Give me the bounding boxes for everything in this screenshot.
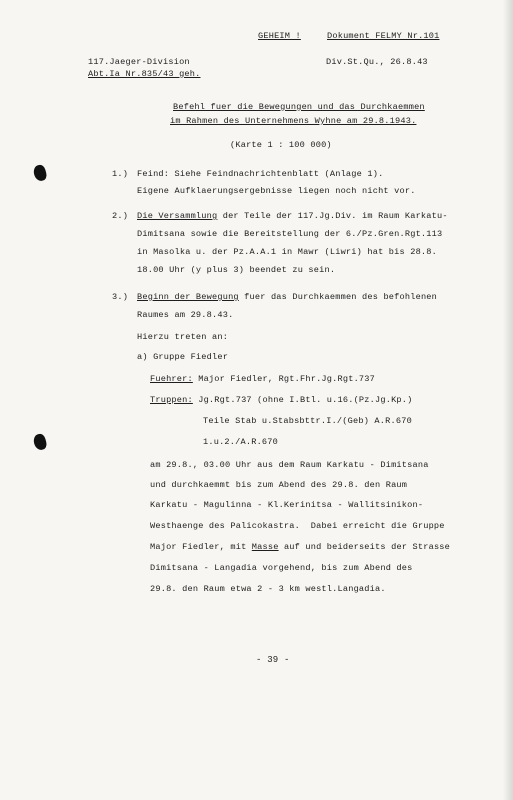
section-1-line-1: Feind: Siehe Feindnachrichtenblatt (Anlage 1). xyxy=(137,169,384,179)
section-3-line-1: Beginn der Bewegung fuer das Durchkaemmen des befohlenen xyxy=(137,292,438,302)
section-2-line-3: in Masolka u. der Pz.A.A.1 in Mawr (Liwri) hat bis 28.8. xyxy=(137,247,437,257)
unit-name: 117.Jaeger-Division xyxy=(88,57,190,67)
section-1-number: 1.) xyxy=(112,169,129,179)
section-3-line-2: Raumes am 29.8.43. xyxy=(137,310,234,320)
troops-row-3: 1.u.2./A.R.670 xyxy=(203,437,278,447)
paragraph-line-7: 29.8. den Raum etwa 2 - 3 km westl.Langadia. xyxy=(150,584,386,594)
punch-hole-bottom xyxy=(32,433,48,452)
paragraph-line-3: Karkatu - Magulinna - Kl.Kerinitsa - Wallitsinikon- xyxy=(150,500,424,510)
section-2-line-4: 18.00 Uhr (y plus 3) beendet zu sein. xyxy=(137,265,336,275)
section-2-line-1: Die Versammlung der Teile der 117.Jg.Div. im Raum Karkatu- xyxy=(137,211,448,221)
place-date: Div.St.Qu., 26.8.43 xyxy=(326,57,428,67)
page-number: - 39 - xyxy=(256,655,290,665)
leader-row: Fuehrer: Major Fiedler, Rgt.Fhr.Jg.Rgt.737 xyxy=(150,374,376,384)
title-line-1: Befehl fuer die Bewegungen und das Durchkaemmen xyxy=(173,102,425,112)
map-reference: (Karte 1 : 100 000) xyxy=(230,140,332,150)
page-edge-shadow xyxy=(503,0,513,800)
section-2-line-2: Dimitsana sowie die Bereitstellung der 6./Pz.Gren.Rgt.113 xyxy=(137,229,443,239)
paragraph-line-1: am 29.8., 03.00 Uhr aus dem Raum Karkatu - Dimitsana xyxy=(150,460,429,470)
punch-hole-top xyxy=(32,164,48,183)
section-3-line-3: Hierzu treten an: xyxy=(137,332,229,342)
file-reference: Abt.Ia Nr.835/43 geh. xyxy=(88,69,201,79)
title-line-2: im Rahmen des Unternehmens Wyhne am 29.8.1943. xyxy=(170,116,417,126)
paragraph-line-5: Major Fiedler, mit Masse auf und beiderseits der Strasse xyxy=(150,542,451,552)
paragraph-line-6: Dimitsana - Langadia vorgehend, bis zum Abend des xyxy=(150,563,413,573)
section-3-number: 3.) xyxy=(112,292,129,302)
section-2-number: 2.) xyxy=(112,211,129,221)
document-reference: Dokument FELMY Nr.101 xyxy=(327,31,440,41)
classification-stamp: GEHEIM ! xyxy=(258,31,301,41)
group-a-heading: a) Gruppe Fiedler xyxy=(137,352,229,362)
paragraph-line-2: und durchkaemmt bis zum Abend des 29.8. den Raum xyxy=(150,480,408,490)
troops-row-1: Truppen: Jg.Rgt.737 (ohne I.Btl. u.16.(Pz.Jg.Kp.) xyxy=(150,395,413,405)
troops-row-2: Teile Stab u.Stabsbttr.I./(Geb) A.R.670 xyxy=(203,416,412,426)
section-1-line-2: Eigene Aufklaerungsergebnisse liegen noch nicht vor. xyxy=(137,186,416,196)
paragraph-line-4: Westhaenge des Palicokastra. Dabei erreicht die Gruppe xyxy=(150,521,445,531)
